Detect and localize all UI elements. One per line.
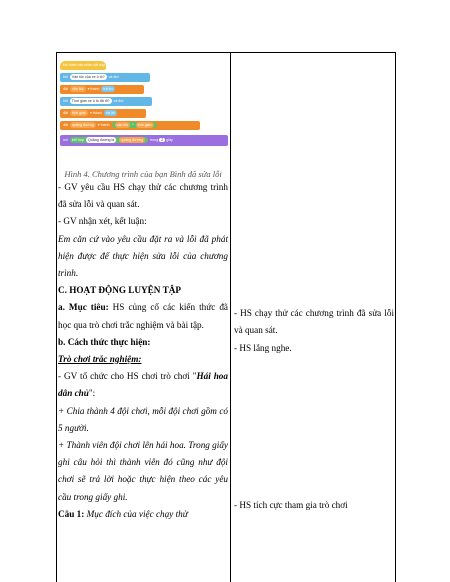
subheading: b. Cách thức thực hiện: [58,336,151,347]
scratch-ask-block-2: hỏi Thời gian xe ô tô đã đi? và đợi [60,97,152,106]
left-column [58,55,228,523]
scratch-set-block-3: đặt quãng đường ▾ thành vận tốc * thời gian [60,121,200,130]
scratch-hat-block: khi nhấn vào nhân vật này [60,61,106,70]
text-line: Em căn cứ vào yêu cầu đặt ra và lỗi đã phát hiện được để thực hiện sửa lỗi của chương trình. [58,233,228,279]
student-activity-2: - HS lắng nghe. [234,343,292,353]
question-line: Câu 1: Mục đích của việc chạy thử [58,508,188,519]
column-divider [230,52,231,582]
text-line: - GV nhận xét, kết luận: [58,216,147,227]
muc-tieu-paragraph: a. Mục tiêu: HS củng cố các kiến thức đã học qua trò chơi trắc nghiệm và bài tập. [58,302,229,330]
scratch-say-block: nói kết hợp Quãng đường là quãng đường trong 2 giây [60,135,228,146]
text-line: + Thành viên đội chơi lên hái hoa. Trong giấy ghi câu hỏi thì thành viên đó cũng như đội chơi sẽ trả lời hoặc thực hiện theo các yêu cầu trong giấy ghi. [58,440,229,502]
game-intro: - GV tổ chức cho HS chơi trò chơi "Hái hoa dân chủ": [58,371,228,399]
game-heading: Trò chơi trắc nghiệm: [58,354,142,365]
student-activity-1: - HS chạy thử các chương trình đã sửa lỗi và quan sát. [234,308,394,335]
text-line: - GV yêu cầu HS chạy thử các chương trình đã sửa lỗi và quan sát. [58,182,228,210]
student-activity-3: - HS tích cực tham gia trò chơi [234,500,348,510]
figure-caption: Hình 4. Chương trình của bạn Bình đã sửa lỗi [64,169,222,179]
text-line: + Chia thành 4 đội chơi, mỗi đội chơi gồm có 5 người. [58,405,228,433]
scratch-set-block-1: đặt vận tốc ▾ thành trả lời [60,85,144,94]
scratch-ask-block-1: hỏi Vận tốc của xe ô tô? và đợi [60,73,150,82]
scratch-program-image [58,55,228,167]
scratch-set-block-2: đặt thời gian ▾ thành trả lời [60,109,146,118]
section-heading: C. HOẠT ĐỘNG LUYỆN TẬP [58,285,181,296]
